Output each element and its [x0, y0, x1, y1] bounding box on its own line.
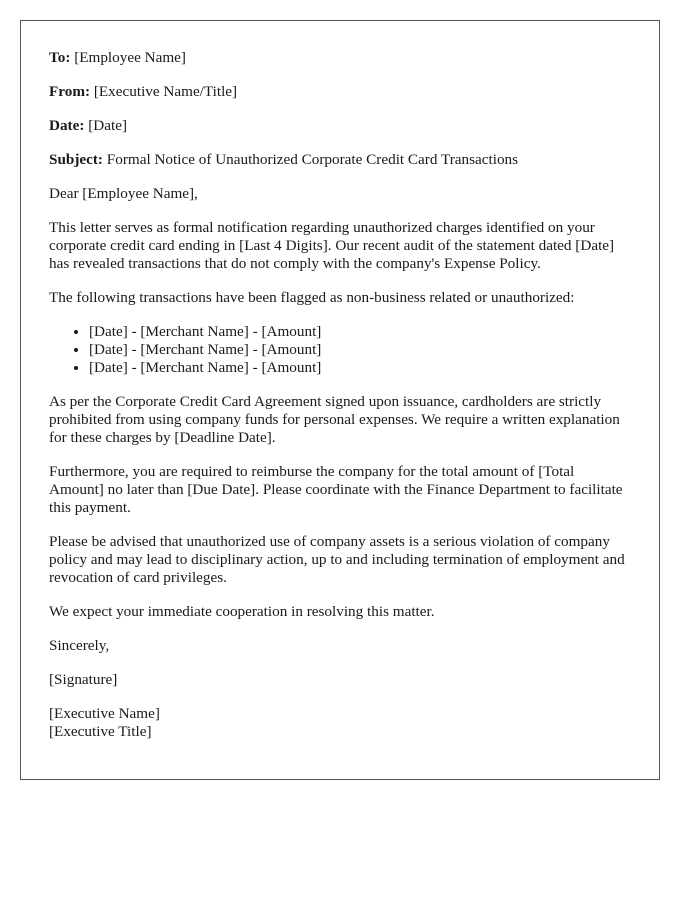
- date-label: Date:: [49, 117, 85, 134]
- subject-value: Formal Notice of Unauthorized Corporate Credit Card Transactions: [106, 151, 519, 168]
- date-value: [Date]: [88, 117, 128, 134]
- warning-paragraph: Please be advised that unauthorized use of company assets is a serious violation of company policy and may lead to disciplinary action, up to and including termination of employment and revocation of card privileges.: [49, 533, 625, 586]
- signature-placeholder: [Signature]: [49, 671, 118, 688]
- transaction-item: • [Date] - [Merchant Name] - [Amount]: [89, 341, 631, 359]
- date-line: [49, 117, 631, 135]
- sign-off: Sincerely,: [49, 637, 110, 654]
- cooperation-paragraph: We expect your immediate cooperation in resolving this matter.: [49, 603, 435, 620]
- from-line: [49, 83, 631, 101]
- transaction-item: • [Date] - [Merchant Name] - [Amount]: [89, 359, 631, 377]
- letter-container: [20, 20, 660, 780]
- from-label: From:: [49, 83, 91, 100]
- agreement-paragraph: As per the Corporate Credit Card Agreement signed upon issuance, cardholders are strictly prohibited from using company funds for personal expenses. We require a written explanation for these charges by [Deadline Date].: [49, 393, 620, 446]
- from-value: [Executive Name/Title]: [93, 83, 238, 100]
- salutation: Dear [Employee Name],: [49, 185, 198, 202]
- subject-line: [49, 151, 631, 169]
- executive-name: [Executive Name]: [49, 705, 160, 722]
- to-label: To:: [49, 49, 71, 66]
- signature-block: [49, 705, 631, 741]
- transaction-list: [49, 323, 631, 377]
- to-value: [Employee Name]: [74, 49, 186, 66]
- subject-label: Subject:: [49, 151, 103, 168]
- transaction-item: • [Date] - [Merchant Name] - [Amount]: [89, 323, 631, 341]
- executive-title: [Executive Title]: [49, 723, 152, 740]
- flagged-intro-paragraph: The following transactions have been flagged as non-business related or unauthorized:: [49, 289, 575, 306]
- to-line: [49, 49, 631, 67]
- intro-paragraph: This letter serves as formal notification regarding unauthorized charges identified on your corporate credit card ending in [Last 4 Digits]. Our recent audit of the statement dated [Date] has revealed transactions that do not comply with the company's Expense Policy.: [49, 219, 615, 272]
- reimburse-paragraph: Furthermore, you are required to reimburse the company for the total amount of [Total Amount] no later than [Due Date]. Please coordinate with the Finance Department to facilitate this payment.: [49, 463, 623, 516]
